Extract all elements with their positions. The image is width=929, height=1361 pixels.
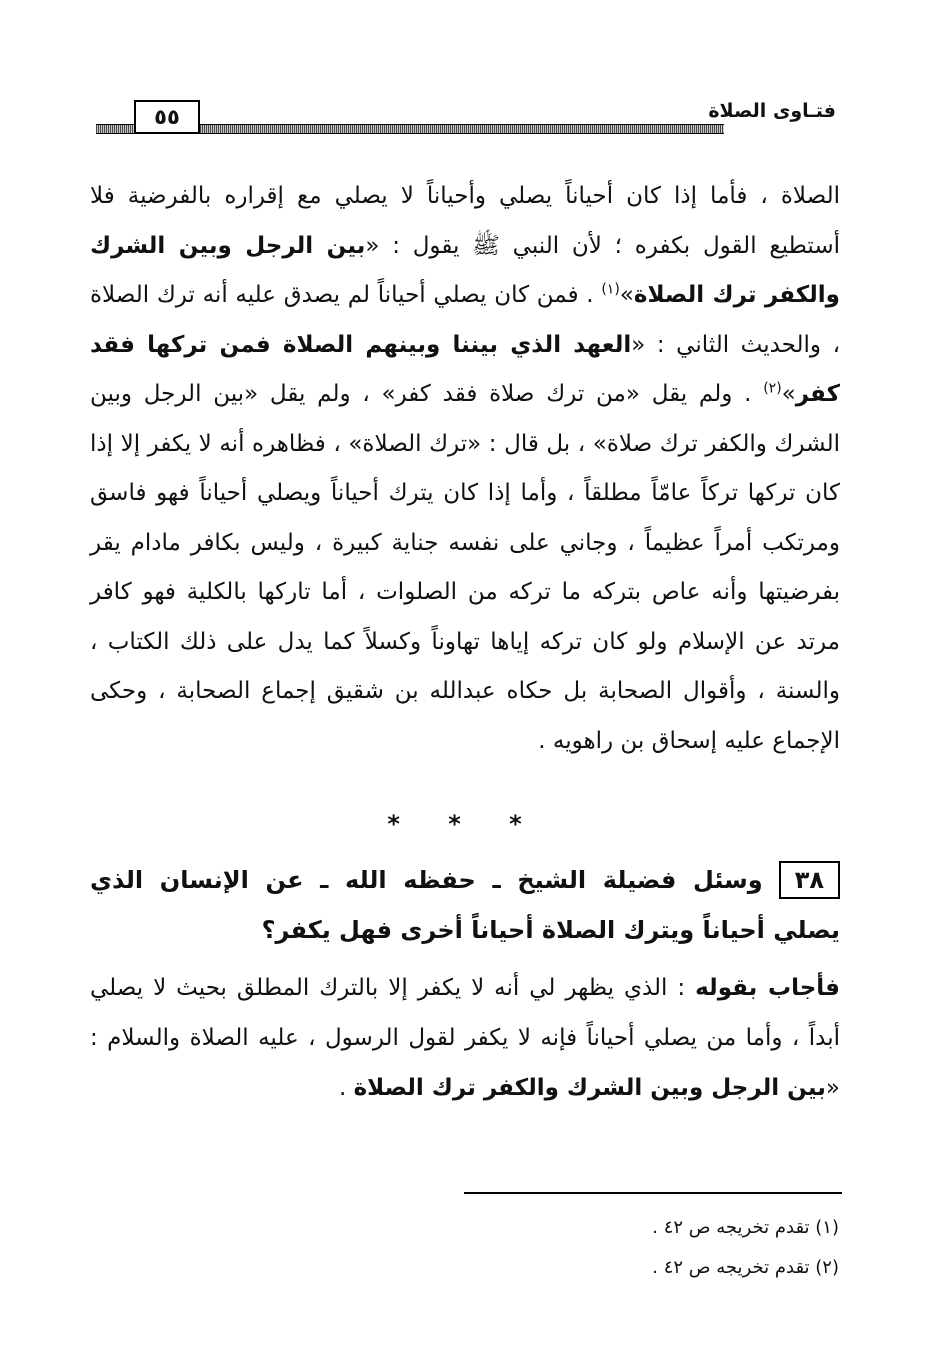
- question-number: ٣٨: [779, 861, 840, 899]
- footnote-2: (٢) تقدم تخريجه ص ٤٢ .: [652, 1257, 839, 1278]
- answer-end: .: [338, 1075, 354, 1101]
- page-number-box: [134, 100, 200, 134]
- question-block: [90, 855, 840, 955]
- page-number: ٥٥: [154, 105, 180, 129]
- text-run: . فمن كان يصلي أحياناً لم يصدق عليه أنه ترك الصلاة ، والحديث الثاني : «: [90, 282, 840, 358]
- question-text: وسئل فضيلة الشيخ ـ حفظه الله ـ عن الإنسان الذي يصلي أحياناً ويترك الصلاة أحياناً أخرى فهل يكفر؟: [90, 866, 840, 944]
- text-run: »: [781, 381, 796, 407]
- answer-lead: فأجاب بقوله: [695, 975, 840, 1001]
- footnotes: [439, 1208, 839, 1288]
- hadith-quote: بين الرجل وبين الشرك والكفر ترك الصلاة: [353, 1075, 826, 1101]
- section-separator: * * *: [387, 810, 542, 838]
- footnote-ref-1: (١): [601, 281, 620, 298]
- footnote-1: (١) تقدم تخريجه ص ٤٢ .: [652, 1217, 839, 1238]
- main-text: [90, 172, 840, 766]
- footnote-ref-2: (٢): [763, 380, 782, 397]
- paragraph: [90, 172, 840, 766]
- text-run: الصلاة ، فأما إذا كان أحياناً يصلي وأحياناً لا يصلي مع إقراره بالفرضية فلا أستطيع القول بكفره ؛ لأن النبي ﷺ يقول : «: [90, 183, 840, 259]
- footnote-rule: [464, 1192, 842, 1194]
- answer-block: [90, 963, 840, 1113]
- text-run: . ولم يقل «من ترك صلاة فقد كفر» ، ولم يقل «بين الرجل وبين الشرك والكفر ترك صلاة» ، بل قال : «ترك الصلاة» ، فظاهره أنه لا يكفر إلا إذا كان تركها تركاً عامّاً مطلقاً ، وأما إذا كان يترك أحياناً ويصلي أحياناً فهو فاسق ومرتكب أمراً عظيماً ، وجاني على نفسه جناية كبيرة ، وليس بكافر مادام يقر بفرضيتها وأنه عاص بتركه ما تركه من الصلوات ، أما تاركها بالكلية فهو كافر مرتد عن الإسلام ولو كان تركه إياها تهاوناً وكسلاً كما يدل على ذلك الكتاب ، والسنة ، وأقوال الصحابة بل حكاه عبدالله بن شقيق إجماع الصحابة ، وحكى الإجماع عليه إسحاق بن راهويه .: [90, 381, 840, 754]
- hadith-quote: بين الرجل وبين الشرك والكفر ترك الصلاة: [90, 232, 840, 308]
- page-header: [96, 98, 836, 138]
- hadith-quote: العهد الذي بيننا وبينهم الصلاة فمن تركها فقد كفر: [90, 331, 840, 407]
- running-title: فتـاوى الصلاة: [708, 100, 836, 122]
- answer-text: : الذي يظهر لي أنه لا يكفر إلا بالترك المطلق بحيث لا يصلي أبداً ، وأما من يصلي أحياناً فإنه لا يكفر لقول الرسول ، عليه الصلاة والسلام : «: [90, 975, 840, 1101]
- text-run: »: [619, 282, 634, 308]
